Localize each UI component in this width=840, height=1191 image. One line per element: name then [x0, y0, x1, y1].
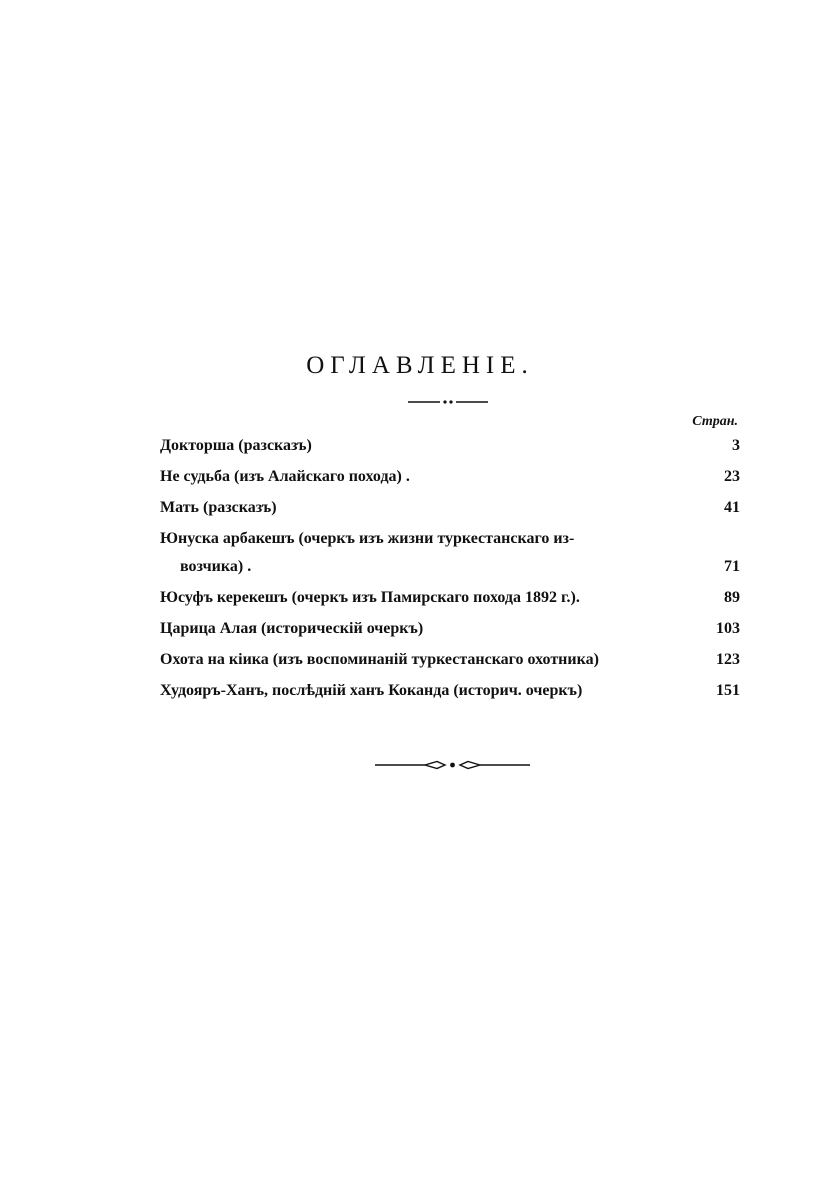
- toc-entry-title: [160, 432, 700, 460]
- toc-entry: [160, 494, 740, 522]
- toc-entry-title: [160, 525, 700, 581]
- title-ornament-rule: [408, 398, 488, 406]
- toc-entry-title: [160, 615, 700, 643]
- toc-entry-page: 103: [716, 620, 740, 637]
- toc-entry-title-line1: Юсуфъ керекешъ (очеркъ изъ Памирскаго похода 1892 г.).: [160, 589, 580, 606]
- toc-entry: [160, 432, 740, 460]
- toc-entry: [160, 677, 740, 705]
- toc-entry-page: 71: [724, 558, 740, 575]
- toc-entry-title: [160, 584, 700, 612]
- end-ornament-rule: [375, 758, 530, 772]
- toc-entry-page: 123: [716, 651, 740, 668]
- toc-entry-title-line1: Царица Алая (историческій очеркъ): [160, 620, 424, 637]
- toc-entry-title-line1: Юнуска арбакешъ (очеркъ изъ жизни туркестанскаго из-: [160, 530, 575, 547]
- table-of-contents: [160, 432, 740, 708]
- toc-entry: [160, 463, 740, 491]
- page-column-header: Стран.: [692, 414, 738, 429]
- toc-entry-title: [160, 463, 700, 491]
- toc-entry-title: [160, 494, 700, 522]
- page-title: ОГЛАВЛЕНІЕ.: [306, 352, 534, 379]
- toc-entry-title-line2: возчика) .: [180, 558, 252, 575]
- toc-entry: [160, 525, 740, 581]
- toc-entry-title: [160, 646, 700, 674]
- toc-entry-page: 3: [732, 437, 740, 454]
- toc-entry-page: 23: [724, 468, 740, 485]
- toc-entry-title-line1: Докторша (разсказъ): [160, 437, 312, 454]
- toc-entry-title: [160, 677, 700, 705]
- toc-entry: [160, 584, 740, 612]
- toc-entry-title-line1: Худояръ-Ханъ, послѣдній ханъ Коканда (историч. очеркъ): [160, 682, 583, 699]
- toc-entry: [160, 646, 740, 674]
- toc-entry-page: 41: [724, 499, 740, 516]
- toc-entry-title-line1: Мать (разсказъ): [160, 499, 277, 516]
- toc-entry: [160, 615, 740, 643]
- toc-entry-page: 151: [716, 682, 740, 699]
- toc-entry-title-line1: Охота на кіика (изъ воспоминаній туркестанскаго охотника): [160, 651, 599, 668]
- toc-entry-page: 89: [724, 589, 740, 606]
- toc-entry-title-line1: Не судьба (изъ Алайскаго похода) .: [160, 468, 410, 485]
